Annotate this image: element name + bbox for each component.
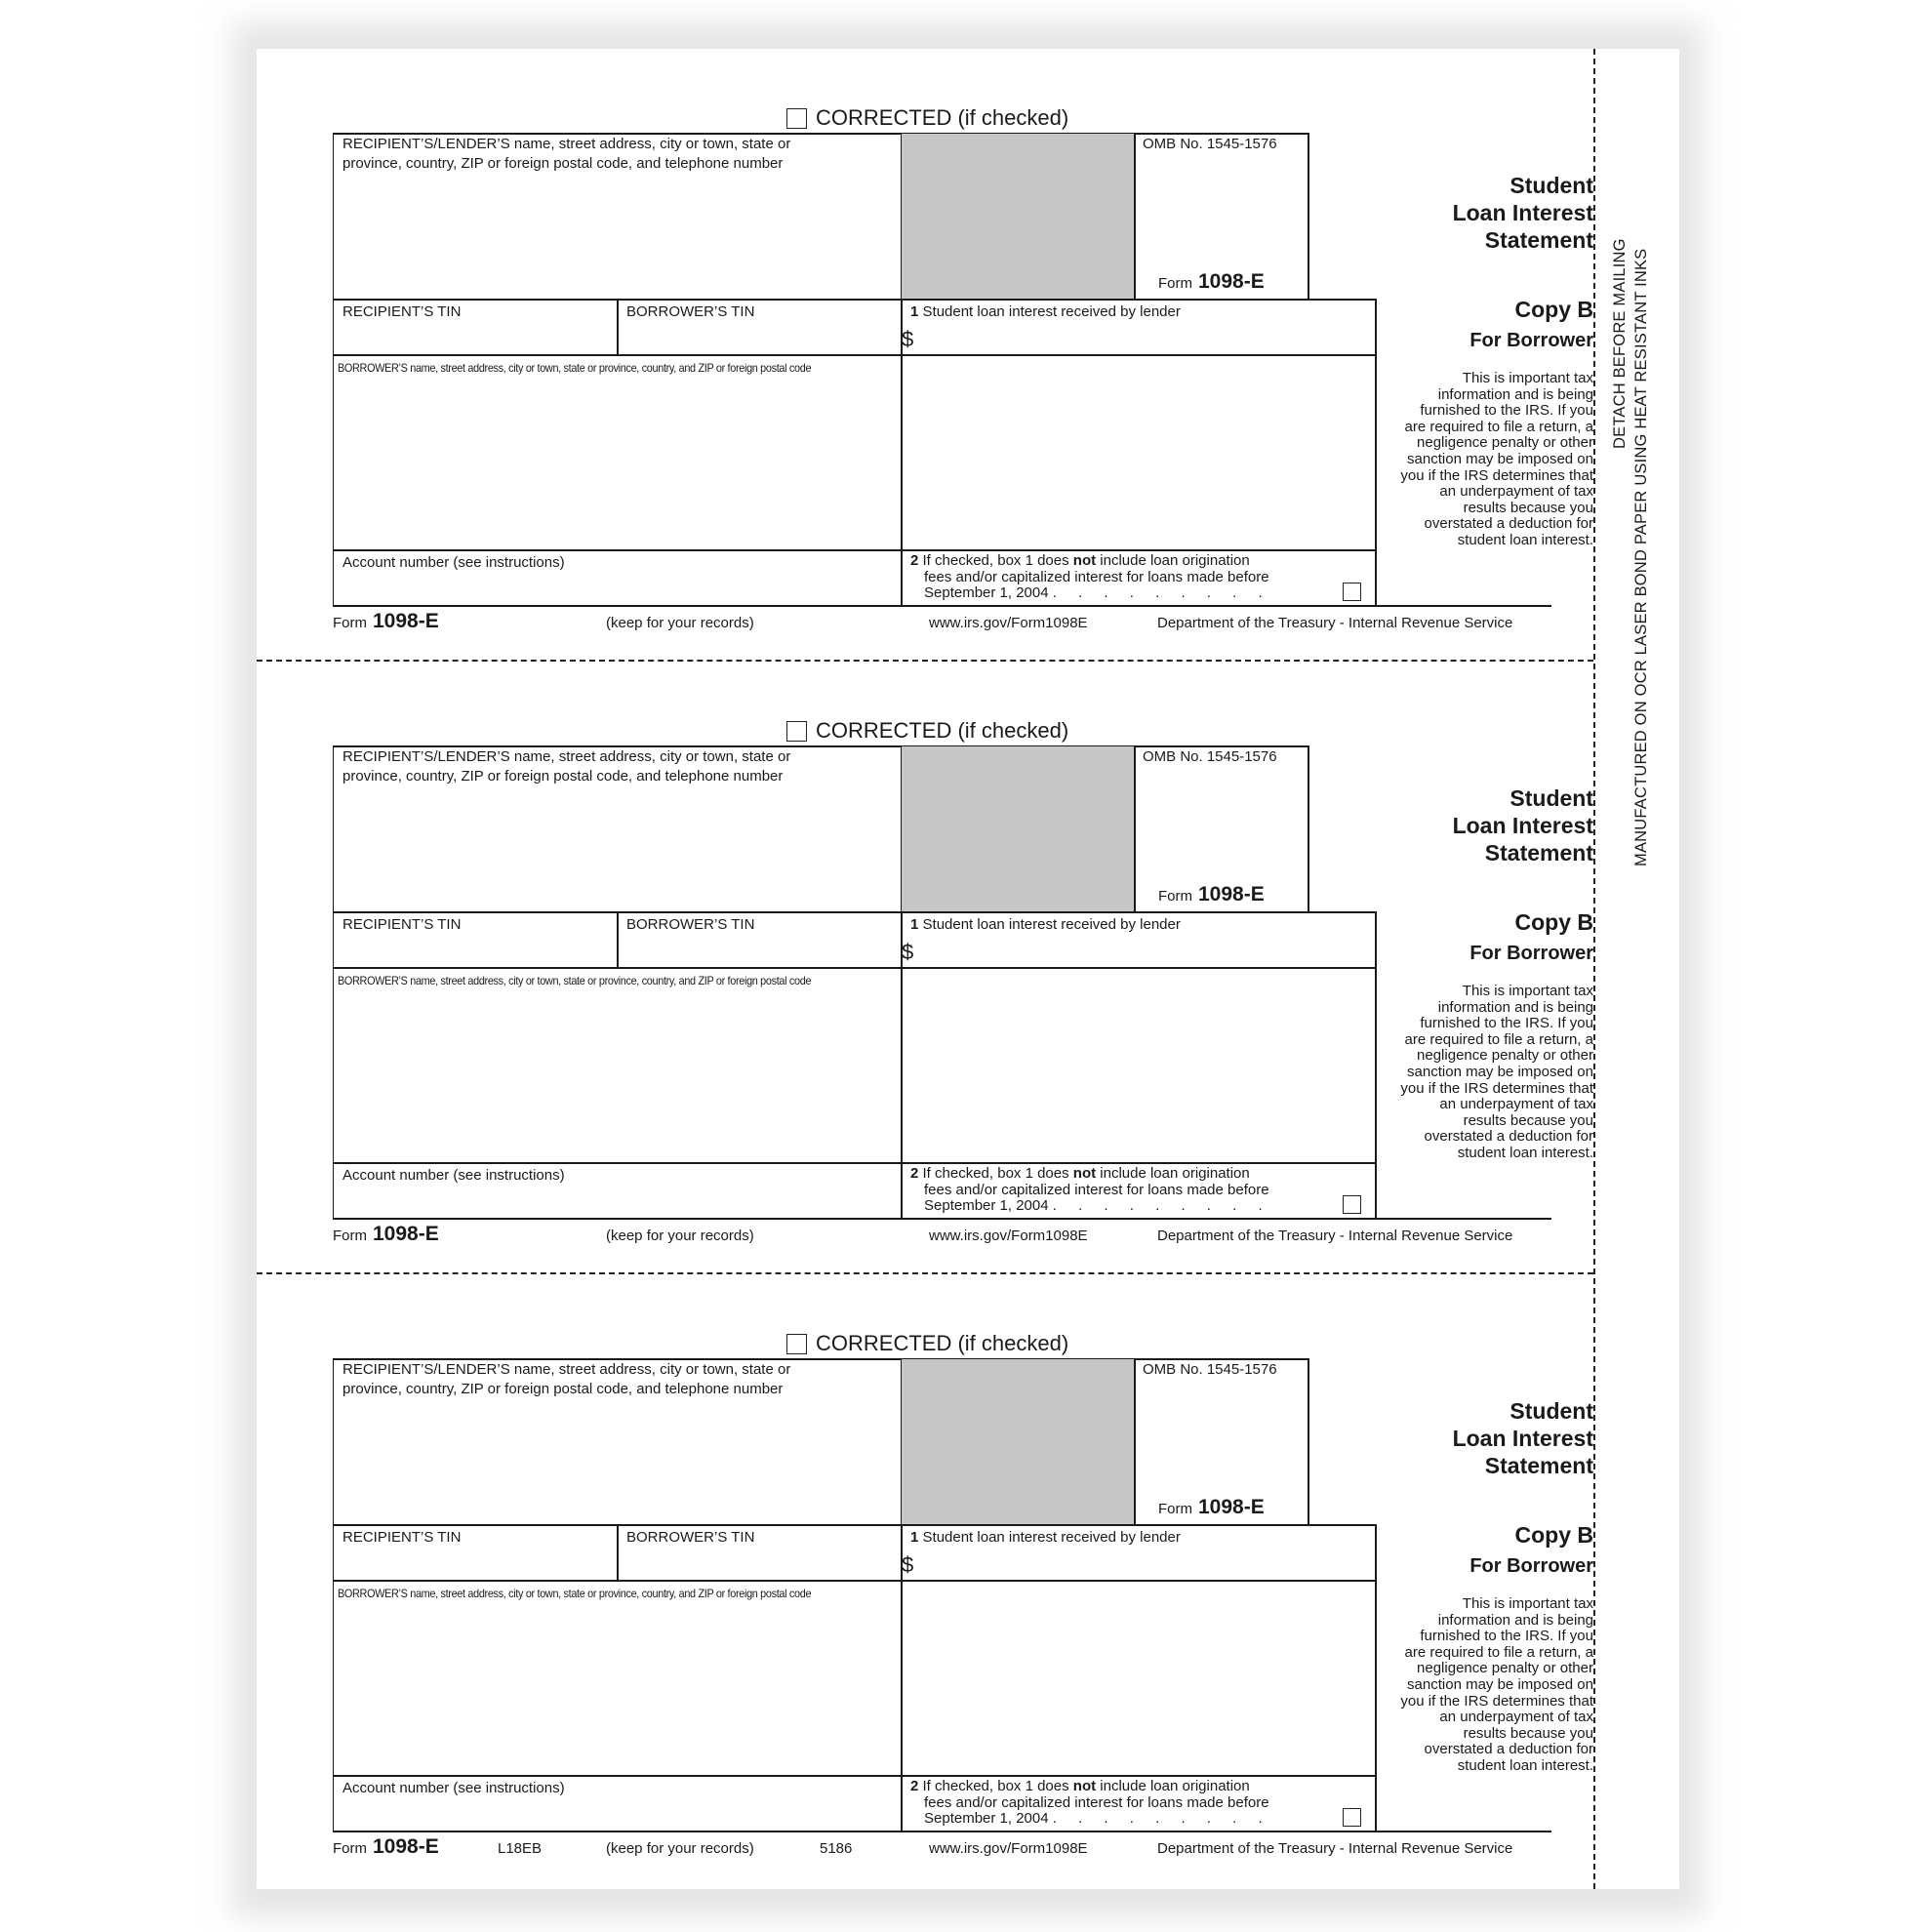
recipient-field[interactable] — [342, 772, 894, 899]
grid-line — [333, 1831, 1551, 1832]
box1-label: 1 Student loan interest received by lender — [910, 916, 1181, 933]
grid-line — [1375, 1524, 1377, 1831]
blank-area — [903, 356, 1373, 548]
omb-number: OMB No. 1545-1576 — [1143, 748, 1277, 765]
box2-checkbox[interactable] — [1343, 1195, 1361, 1214]
side-text-manufactured: MANUFACTURED ON OCR LASER BOND PAPER USING HEAT RESISTANT INKS — [1632, 248, 1650, 866]
box1-amount-field[interactable] — [920, 324, 1369, 353]
shaded-area — [902, 134, 1134, 299]
grid-line — [333, 133, 334, 607]
copy-b-label: Copy B — [1514, 297, 1593, 322]
account-field[interactable] — [335, 573, 899, 604]
box2-checkbox[interactable] — [1343, 583, 1361, 601]
form-copy-3 — [257, 1274, 1593, 1887]
corrected-label: CORRECTED (if checked) — [816, 1331, 1069, 1355]
recipient-label-2: province, country, ZIP or foreign postal code, and telephone number — [342, 155, 784, 172]
box2-checkbox[interactable] — [1343, 1808, 1361, 1827]
corrected-checkbox[interactable] — [786, 108, 807, 129]
borrower-tin-label: BORROWER’S TIN — [626, 916, 755, 933]
recipient-label-1: RECIPIENT’S/LENDER’S name, street address, city or town, state or — [342, 1361, 791, 1378]
grid-line — [333, 605, 1551, 607]
grid-line — [333, 745, 334, 1220]
recipient-tin-field[interactable] — [335, 302, 616, 353]
form-number-label: Form 1098-E — [1158, 1496, 1265, 1518]
corrected-label: CORRECTED (if checked) — [816, 105, 1069, 130]
footer-website[interactable]: www.irs.gov/Form1098E — [929, 1228, 1088, 1244]
shaded-area — [902, 1359, 1134, 1524]
corrected-label: CORRECTED (if checked) — [816, 718, 1069, 743]
notice-text: This is important tax information and is being furnished to the IRS. If you are required to file a return, a negligence penalty or other sanction may be imposed on you if the IRS determines that an underpayment of tax results because you overstated a deduction for student loan interest. — [1400, 370, 1593, 548]
box2-label: 2 If checked, box 1 does not include loan origination fees and/or capitalized interest for loans made before September 1, 2004 . . . . . . . . . — [910, 552, 1271, 601]
form-number-label: Form 1098-E — [1158, 883, 1265, 906]
grid-line — [1375, 299, 1377, 606]
grid-line — [333, 1218, 1551, 1220]
notice-text: This is important tax information and is being furnished to the IRS. If you are required to file a return, a negligence penalty or other sanction may be imposed on you if the IRS determines that an underpayment of tax results because you overstated a deduction for student loan interest. — [1400, 983, 1593, 1161]
dollar-sign: $ — [902, 327, 914, 351]
omb-number: OMB No. 1545-1576 — [1143, 136, 1277, 152]
footer-code-right: 5186 — [820, 1840, 853, 1857]
dollar-sign: $ — [902, 1552, 914, 1577]
borrower-label: BORROWER’S name, street address, city or town, state or province, country, and ZIP or foreign postal code — [338, 974, 812, 987]
grid-line — [333, 1358, 334, 1832]
box2-label: 2 If checked, box 1 does not include loan origination fees and/or capitalized interest for loans made before September 1, 2004 . . . . . . . . . — [910, 1778, 1271, 1827]
account-label: Account number (see instructions) — [342, 554, 565, 571]
grid-line — [1134, 1358, 1136, 1525]
notice-text: This is important tax information and is being furnished to the IRS. If you are required to file a return, a negligence penalty or other sanction may be imposed on you if the IRS determines that an underpayment of tax results because you overstated a deduction for student loan interest. — [1400, 1595, 1593, 1774]
grid-line — [333, 1775, 1376, 1777]
footer-department: Department of the Treasury - Internal Revenue Service — [1157, 1840, 1513, 1857]
copy-b-label: Copy B — [1514, 909, 1593, 935]
box2-label: 2 If checked, box 1 does not include loan origination fees and/or capitalized interest for loans made before September 1, 2004 . . . . . . . . . — [910, 1165, 1271, 1214]
box1-label: 1 Student loan interest received by lender — [910, 1529, 1181, 1546]
recipient-field[interactable] — [342, 159, 894, 286]
footer-form-number: Form 1098-E — [333, 1835, 439, 1858]
recipient-label-1: RECIPIENT’S/LENDER’S name, street address, city or town, state or — [342, 748, 791, 765]
footer-form-number: Form 1098-E — [333, 1223, 439, 1245]
recipient-label-1: RECIPIENT’S/LENDER’S name, street address, city or town, state or — [342, 136, 791, 152]
borrower-label: BORROWER’S name, street address, city or town, state or province, country, and ZIP or foreign postal code — [338, 1587, 812, 1600]
grid-line — [1308, 745, 1309, 912]
grid-line — [1375, 911, 1377, 1219]
grid-line — [333, 549, 1376, 551]
dollar-sign: $ — [902, 940, 914, 964]
recipient-tin-label: RECIPIENT’S TIN — [342, 1529, 462, 1546]
corrected-checkbox[interactable] — [786, 721, 807, 742]
recipient-field[interactable] — [342, 1385, 894, 1511]
for-borrower-label: For Borrower — [1469, 330, 1593, 351]
borrower-tin-field[interactable] — [619, 1528, 900, 1579]
side-text — [1611, 127, 1670, 868]
shaded-area — [902, 746, 1134, 911]
form-title: Student Loan Interest Statement — [1452, 785, 1593, 865]
footer-website[interactable]: www.irs.gov/Form1098E — [929, 1840, 1088, 1857]
borrower-field[interactable] — [335, 989, 899, 1160]
form-title: Student Loan Interest Statement — [1452, 1398, 1593, 1478]
box1-amount-field[interactable] — [920, 937, 1369, 966]
recipient-tin-label: RECIPIENT’S TIN — [342, 916, 462, 933]
borrower-tin-field[interactable] — [619, 302, 900, 353]
grid-line — [1134, 133, 1136, 300]
for-borrower-label: For Borrower — [1469, 943, 1593, 964]
borrower-label: BORROWER’S name, street address, city or town, state or province, country, and ZIP or foreign postal code — [338, 361, 812, 375]
omb-number: OMB No. 1545-1576 — [1143, 1361, 1277, 1378]
account-label: Account number (see instructions) — [342, 1167, 565, 1184]
footer-department: Department of the Treasury - Internal Revenue Service — [1157, 615, 1513, 631]
recipient-label-2: province, country, ZIP or foreign postal code, and telephone number — [342, 768, 784, 785]
recipient-tin-field[interactable] — [335, 915, 616, 966]
grid-line — [1308, 1358, 1309, 1525]
form-title: Student Loan Interest Statement — [1452, 173, 1593, 253]
box1-label: 1 Student loan interest received by lender — [910, 303, 1181, 320]
borrower-field[interactable] — [335, 1602, 899, 1773]
recipient-label-2: province, country, ZIP or foreign postal code, and telephone number — [342, 1381, 784, 1397]
borrower-tin-field[interactable] — [619, 915, 900, 966]
footer-keep: (keep for your records) — [606, 1228, 754, 1244]
footer-website[interactable]: www.irs.gov/Form1098E — [929, 615, 1088, 631]
grid-line — [1308, 133, 1309, 300]
footer-keep: (keep for your records) — [606, 1840, 754, 1857]
footer-code-left: L18EB — [498, 1840, 543, 1857]
borrower-field[interactable] — [335, 377, 899, 547]
corrected-checkbox-row[interactable] — [786, 105, 1068, 131]
vertical-tear-line — [1593, 49, 1595, 1889]
recipient-tin-field[interactable] — [335, 1528, 616, 1579]
footer-keep: (keep for your records) — [606, 615, 754, 631]
footer-department: Department of the Treasury - Internal Revenue Service — [1157, 1228, 1513, 1244]
box1-amount-field[interactable] — [920, 1550, 1369, 1579]
account-label: Account number (see instructions) — [342, 1780, 565, 1796]
recipient-tin-label: RECIPIENT’S TIN — [342, 303, 462, 320]
grid-line — [333, 1162, 1376, 1164]
form-number-label: Form 1098-E — [1158, 270, 1265, 293]
corrected-checkbox-row[interactable] — [786, 1331, 1068, 1356]
corrected-checkbox[interactable] — [786, 1334, 807, 1354]
side-text-detach: DETACH BEFORE MAILING — [1611, 238, 1629, 449]
account-field[interactable] — [335, 1798, 899, 1830]
copy-b-label: Copy B — [1514, 1522, 1593, 1548]
form-copy-1 — [257, 49, 1593, 662]
grid-line — [333, 1524, 1376, 1526]
grid-line — [1134, 745, 1136, 912]
form-copy-2 — [257, 662, 1593, 1274]
grid-line — [333, 299, 1376, 301]
footer-form-number: Form 1098-E — [333, 610, 439, 632]
grid-line — [333, 911, 1376, 913]
borrower-tin-label: BORROWER’S TIN — [626, 1529, 755, 1546]
for-borrower-label: For Borrower — [1469, 1555, 1593, 1577]
form-sheet — [257, 49, 1679, 1889]
blank-area — [903, 1582, 1373, 1774]
blank-area — [903, 969, 1373, 1161]
borrower-tin-label: BORROWER’S TIN — [626, 303, 755, 320]
account-field[interactable] — [335, 1186, 899, 1217]
corrected-checkbox-row[interactable] — [786, 718, 1068, 744]
